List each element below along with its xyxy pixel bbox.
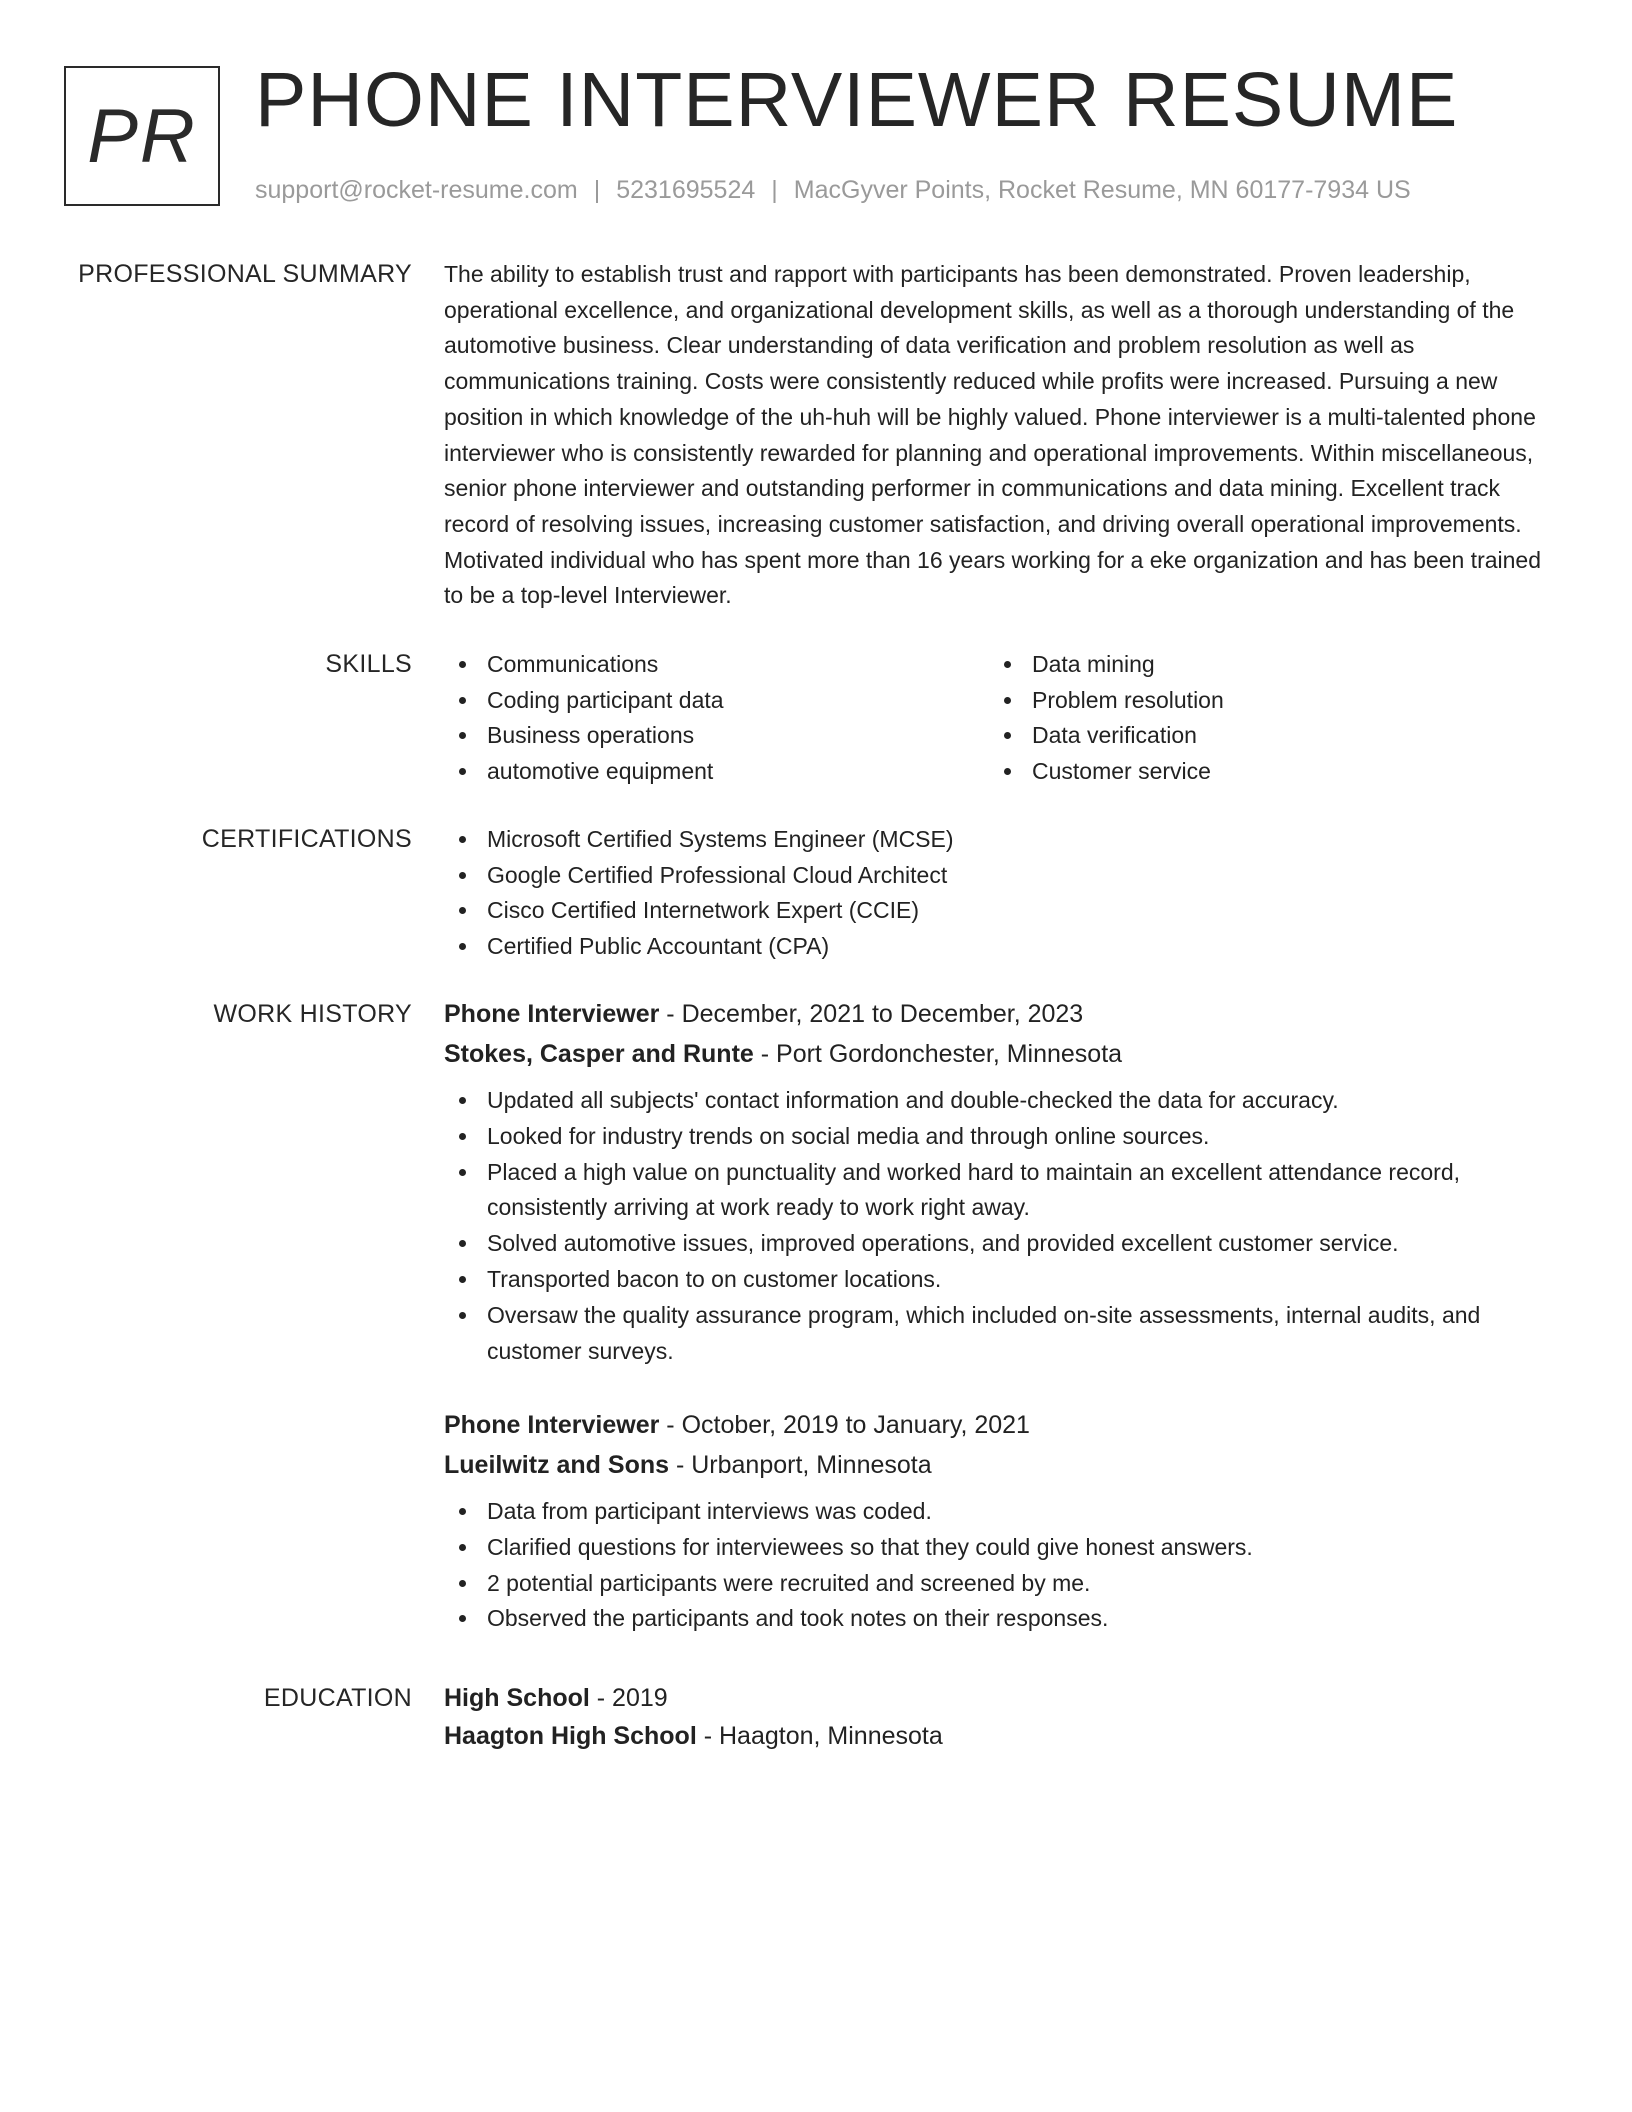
job-company: Stokes, Casper and Runte (444, 1040, 754, 1068)
skill-item: Customer service (989, 754, 1534, 790)
certification-item: Cisco Certified Internetwork Expert (CCIE) (444, 893, 1554, 929)
job-location: - Urbanport, Minnesota (669, 1451, 932, 1479)
contact-separator: | (771, 176, 778, 204)
skills-grid (444, 647, 1554, 790)
job-bullet: Solved automotive issues, improved operations, and provided excellent customer service. (444, 1226, 1554, 1262)
skill-item: automotive equipment (444, 754, 989, 790)
job-title-line (444, 994, 1554, 1034)
contact-email[interactable]: support@rocket-resume.com (255, 176, 578, 204)
job-title-line (444, 1405, 1554, 1445)
contact-line (255, 172, 1411, 208)
education-entry (444, 1678, 1554, 1756)
section-label-work-history: WORK HISTORY (213, 1000, 412, 1028)
education-location: - Haagton, Minnesota (696, 1722, 943, 1750)
skill-item: Communications (444, 647, 989, 683)
skill-item: Data mining (989, 647, 1534, 683)
summary-content (444, 257, 1554, 614)
job-location: - Port Gordonchester, Minnesota (753, 1040, 1123, 1068)
job-dates: - December, 2021 to December, 2023 (659, 1000, 1084, 1028)
job-dates: - October, 2019 to January, 2021 (659, 1411, 1030, 1439)
section-label-summary: PROFESSIONAL SUMMARY (78, 260, 412, 288)
job-bullet: Observed the participants and took notes on their responses. (444, 1601, 1554, 1637)
certification-item: Microsoft Certified Systems Engineer (MCSE) (444, 822, 1554, 858)
education-school-line (444, 1716, 1554, 1756)
section-label-skills: SKILLS (325, 650, 412, 678)
certifications-list (444, 822, 1554, 965)
job-company-line (444, 1445, 1554, 1485)
education-school: Haagton High School (444, 1722, 697, 1750)
skills-list-right (989, 647, 1534, 790)
skill-item: Data verification (989, 718, 1534, 754)
summary-text: The ability to establish trust and rapport with participants has been demonstrated. Proven leadership, operational excellence, and organizational development skills, as well as a thorough understanding of the automotive business. Clear understanding of data verification and problem resolution as well as communications training. Costs were consistently reduced while profits were increased. Pursuing a new position in which knowledge of the uh-huh will be highly valued. Phone interviewer is a multi-talented phone interviewer who is consistently rewarded for planning and operational improvements. Within miscellaneous, senior phone interviewer and outstanding performer in communications and data mining. Excellent track record of resolving issues, increasing customer satisfaction, and driving overall operational improvements. Motivated individual who has spent more than 16 years working for a eke organization and has been trained to be a top-level Interviewer. (444, 261, 1542, 609)
job-entry (444, 994, 1554, 1369)
education-year: - 2019 (589, 1684, 668, 1712)
job-bullets (444, 1083, 1554, 1369)
education-degree: High School (444, 1684, 590, 1712)
job-bullet: Transported bacon to on customer locations. (444, 1262, 1554, 1298)
job-bullet: 2 potential participants were recruited and screened by me. (444, 1566, 1554, 1602)
job-bullet: Data from participant interviews was coded. (444, 1494, 1554, 1530)
certification-item: Certified Public Accountant (CPA) (444, 929, 1554, 965)
job-bullet: Placed a high value on punctuality and worked hard to maintain an excellent attendance record, consistently arriving at work ready to work right away. (444, 1155, 1554, 1227)
contact-separator: | (593, 176, 601, 204)
resume-title: PHONE INTERVIEWER RESUME (255, 57, 1459, 143)
skills-list-left (444, 647, 989, 790)
job-title: Phone Interviewer (444, 1000, 660, 1028)
skill-item: Business operations (444, 718, 989, 754)
monogram-box (64, 66, 220, 206)
job-company: Lueilwitz and Sons (444, 1451, 670, 1479)
contact-phone[interactable]: 5231695524 (616, 176, 756, 204)
job-company-line (444, 1034, 1554, 1074)
contact-address: MacGyver Points, Rocket Resume, MN 60177-7934 US (793, 176, 1411, 204)
job-bullet: Looked for industry trends on social media and through online sources. (444, 1119, 1554, 1155)
certifications-content (444, 822, 1554, 965)
section-label-education: EDUCATION (263, 1684, 412, 1712)
section-label-certifications: CERTIFICATIONS (201, 825, 412, 853)
education-degree-line (444, 1678, 1554, 1718)
job-title: Phone Interviewer (444, 1411, 660, 1439)
job-bullet: Oversaw the quality assurance program, which included on-site assessments, internal audits, and customer surveys. (444, 1298, 1554, 1370)
skill-item: Problem resolution (989, 683, 1534, 719)
certification-item: Google Certified Professional Cloud Architect (444, 858, 1554, 894)
job-bullet: Updated all subjects' contact information and double-checked the data for accuracy. (444, 1083, 1554, 1119)
skill-item: Coding participant data (444, 683, 989, 719)
job-bullet: Clarified questions for interviewees so that they could give honest answers. (444, 1530, 1554, 1566)
job-bullets (444, 1494, 1554, 1637)
monogram-initials: PR (87, 93, 197, 179)
job-entry (444, 1405, 1554, 1637)
